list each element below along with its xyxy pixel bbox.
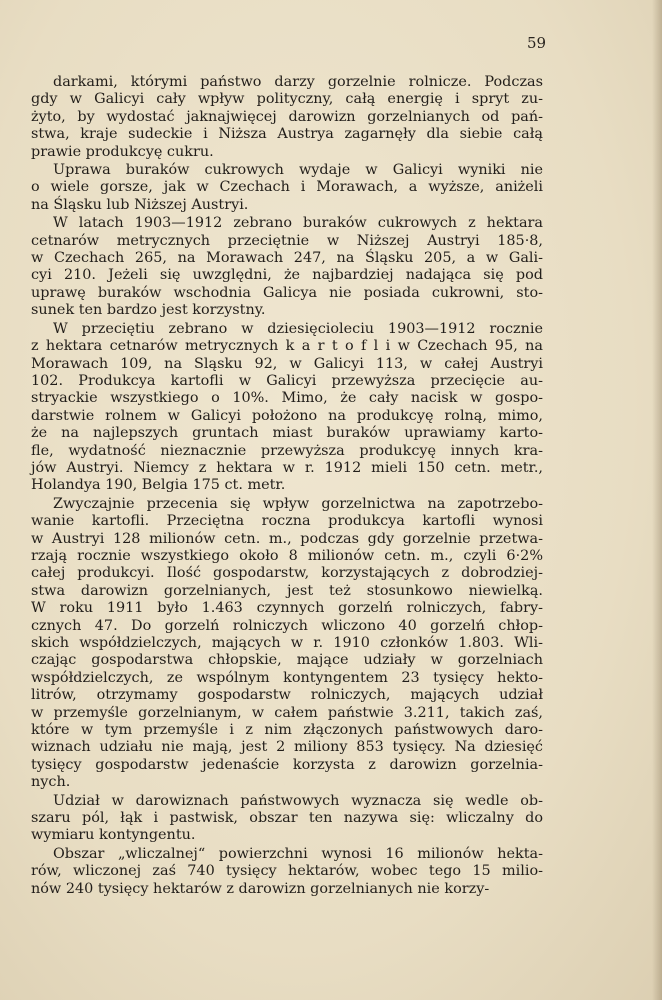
text-line: nych. — [31, 774, 71, 791]
page-number: 59 — [527, 34, 547, 52]
text-line: skich współdzielczych, mających w r. 1910 członków 1.803. Wli- — [31, 635, 543, 651]
text-line: w Austryi 128 milionów cetn. m., podczas gdy gorzelnie przetwa- — [31, 530, 543, 547]
text-line: darkami, którymi państwo darzy gorzelnie rolnicze. Podczas — [53, 74, 543, 90]
text-line: wanie kartofli. Przeciętna roczna produkcya kartofli wynosi — [31, 513, 543, 530]
text-line: że na najlepszych gruntach miast buraków uprawiamy karto- — [31, 425, 543, 442]
text-line: szaru pól, łąk i pastwisk, obszar ten nazywa się: wliczalny do — [31, 810, 543, 827]
page-edge-shadow — [652, 0, 662, 1000]
text-line: Uprawa buraków cukrowych wydaje w Galicyi wyniki nie — [53, 162, 543, 179]
text-line: w przemyśle gorzelnianym, w całem państwie 3.211, takich zaś, — [31, 704, 543, 721]
text-line: tysięcy gospodarstw jedenaście korzysta z darowizn gorzelnia- — [31, 756, 543, 773]
text-line: wymiaru kontyngentu. — [31, 827, 196, 844]
paragraph — [31, 846, 543, 898]
text-line: o wiele gorsze, jak w Czechach i Morawach, a wyższe, aniżeli — [31, 179, 543, 196]
paragraph — [31, 793, 543, 845]
text-line: wiznach udziału nie mają, jest 2 miliony 853 tysięcy. Na dziesięć — [31, 739, 543, 756]
text-line: fle, wydatność nieznacznie przewyższa produkcyę innych kra- — [31, 442, 543, 459]
text-line: Obszar „wliczalnej“ powierzchni wynosi 16 milionów hekta- — [53, 845, 543, 862]
text-line: litrów, otrzymamy gospodarstw rolniczych, mających udział — [31, 687, 543, 704]
text-line: na Śląsku lub Niższej Austryi. — [31, 196, 249, 213]
text-line: nów 240 tysięcy hektarów z darowizn gorzelnianych nie korzy- — [31, 880, 490, 897]
text-line: które w tym przemyśle i z nim złączonych państwowych daro- — [31, 722, 543, 739]
text-line: w Czechach 265, na Morawach 247, na Śląsku 205, a w Gali- — [31, 250, 543, 267]
text-line: cyi 210. Jeżeli się uwzględni, że najbardziej nadająca się pod — [31, 267, 543, 284]
text-line: cznych 47. Do gorzelń rolniczych wliczono 40 gorzelń chłop- — [31, 617, 543, 634]
text-line: gdy w Galicyi cały wpływ polityczny, całą energię i spryt zu- — [31, 91, 543, 108]
paragraph — [31, 496, 543, 792]
text-line: W roku 1911 było 1.463 czynnych gorzelń rolniczych, fabry- — [31, 600, 543, 617]
text-line: stryackie wszystkiego o 10%. Mimo, że cały nacisk w gospo- — [31, 390, 543, 407]
paragraph — [31, 162, 543, 214]
text-line: prawie produkcyę cukru. — [31, 143, 214, 160]
text-line: rzają rocznie wszystkiego około 8 milionów cetn. m., czyli 6·2% — [31, 547, 543, 564]
text-line: cetnarów metrycznych przeciętnie w Niższej Austryi 185·8, — [31, 232, 543, 249]
text-line: W przeciętiu zebrano w dziesięcioleciu 1903—1912 rocznie — [53, 320, 543, 337]
text-line: z hektara cetnarów metrycznych k a r t o f l i w Czechach 95, na — [31, 338, 543, 355]
text-line: Morawach 109, na Sląsku 92, w Galicyi 113, w całej Austryi — [31, 355, 543, 372]
text-line: współdzielczych, ze wspólnym kontyngentem 23 tysięcy hekto- — [31, 669, 543, 686]
paragraph — [31, 321, 543, 495]
body-text — [31, 74, 543, 899]
text-line: całej produkcyi. Ilość gospodarstw, korzystających z dobrodziej- — [31, 565, 543, 582]
text-line: czając gospodarstwa chłopskie, mające udziały w gorzelniach — [31, 652, 543, 669]
text-line: Udział w darowiznach państwowych wyznacza się wedle ob- — [53, 792, 543, 809]
text-line: sunek ten bardzo jest korzystny. — [31, 302, 266, 319]
text-line: żyto, by wydostać jaknajwięcej darowizn gorzelnianych od pań- — [31, 108, 543, 125]
text-line: Zwyczajnie przecenia się wpływ gorzelnictwa na zapotrzebo- — [53, 495, 543, 512]
text-line: stwa darowizn gorzelnianych, jest też stosunkowo niewielką. — [31, 582, 543, 599]
text-line: rów, wliczonej zaś 740 tysięcy hektarów, wobec tego 15 milio- — [31, 863, 543, 880]
text-line: darstwie rolnem w Galicyi położono na produkcyę rolną, mimo, — [31, 407, 543, 424]
text-line: uprawę buraków wschodnia Galicya nie posiada cukrowni, sto- — [31, 284, 543, 301]
paragraph — [31, 74, 543, 161]
text-line: stwa, kraje sudeckie i Niższa Austrya zagarnęły dla siebie całą — [31, 126, 543, 143]
paragraph — [31, 215, 543, 319]
text-line: W latach 1903—1912 zebrano buraków cukrowych z hektara — [53, 215, 543, 232]
text-line: Holandya 190, Belgia 175 ct. metr. — [31, 477, 286, 494]
text-line: 102. Produkcya kartofli w Galicyi przewyższa przecięcie au- — [31, 372, 543, 389]
text-line: jów Austryi. Niemcy z hektara w r. 1912 mieli 150 cetn. metr., — [31, 459, 543, 476]
